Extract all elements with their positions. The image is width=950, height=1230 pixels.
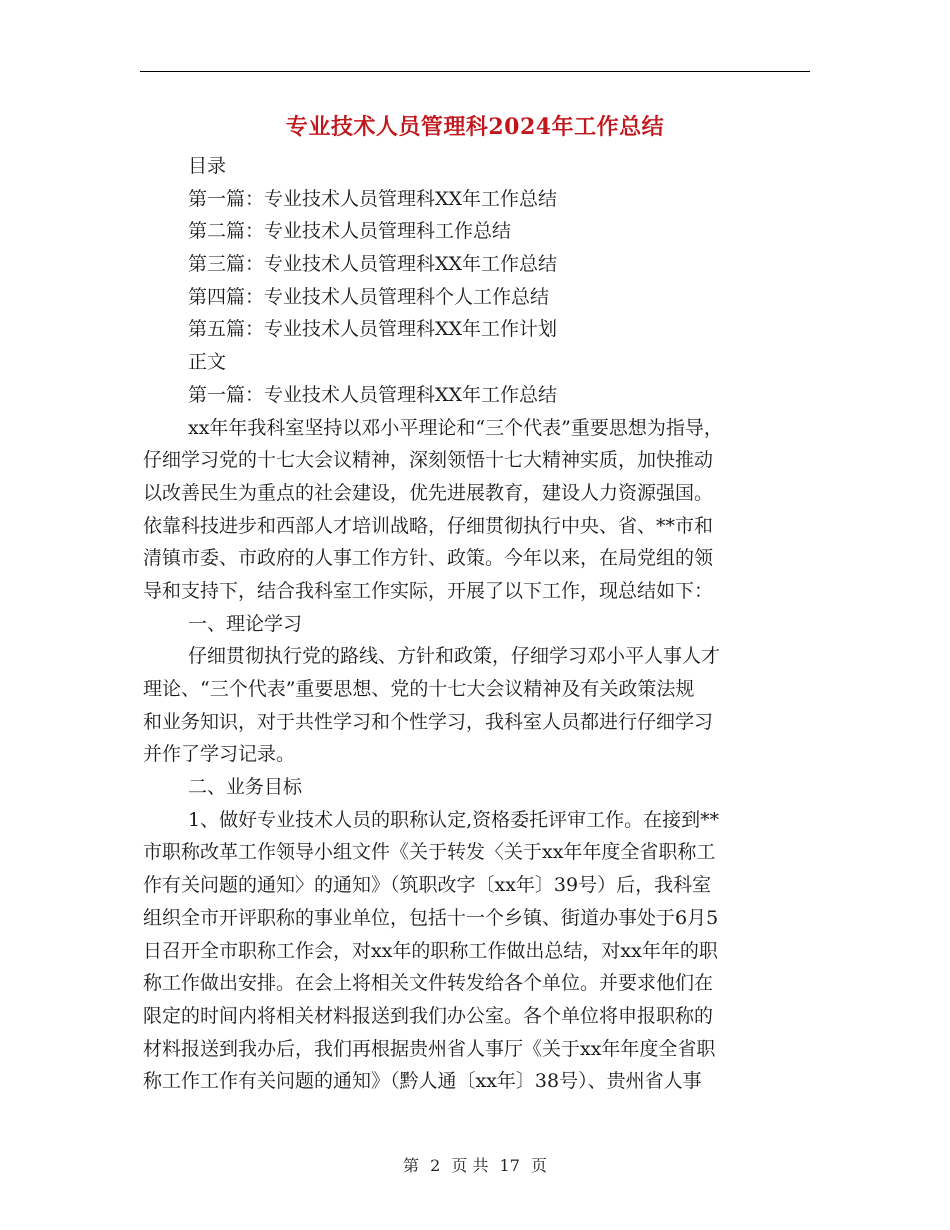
paragraph-line: 导和支持下，结合我科室工作实际，开展了以下工作，现总结如下： — [143, 579, 714, 602]
paragraph-line: 材料报送到我办后，我们再根据贵州省人事厅《关于xx年年度全省职 — [143, 1037, 716, 1060]
paragraph-line: 市职称改革工作领导小组文件《关于转发〈关于xx年年度全省职称工 — [143, 841, 716, 864]
section-heading: 二、业务目标 — [188, 776, 303, 799]
paragraph-line: 清镇市委、市政府的人事工作方针、政策。今年以来，在局党组的领 — [143, 547, 714, 570]
header-rule — [140, 71, 810, 72]
footer-prefix: 第 — [402, 1156, 419, 1175]
page-footer — [0, 1153, 950, 1176]
paragraph-line: 和业务知识，对于共性学习和个性学习，我科室人员都进行仔细学习 — [143, 710, 714, 733]
paragraph-line: 仔细学习党的十七大会议精神，深刻领悟十七大精神实质，加快推动 — [143, 449, 714, 472]
footer-mid: 页 共 — [451, 1156, 489, 1175]
document-title: 专业技术人员管理科2024年工作总结 — [285, 114, 665, 140]
paragraph-line: 依靠科技进步和西部人才培训战略，仔细贯彻执行中央、省、**市和 — [143, 514, 714, 537]
section-heading: 一、理论学习 — [188, 612, 303, 635]
toc-heading: 目录 — [188, 155, 227, 177]
toc-item: 第三篇：专业技术人员管理科XX年工作总结 — [188, 253, 558, 276]
footer-suffix: 页 — [531, 1156, 548, 1175]
page-total: 17 — [499, 1156, 520, 1175]
paragraph-line: 理论、“三个代表”重要思想、党的十七大会议精神及有关政策法规 — [143, 678, 695, 700]
toc-item: 第二篇：专业技术人员管理科工作总结 — [188, 220, 512, 243]
document-body — [143, 150, 813, 1098]
toc-item: 第五篇：专业技术人员管理科XX年工作计划 — [188, 318, 558, 341]
page-number: 2 — [430, 1156, 441, 1175]
paragraph-line: 并作了学习记录。 — [143, 743, 296, 766]
article-title: 第一篇：专业技术人员管理科XX年工作总结 — [188, 383, 558, 406]
toc-item: 第一篇：专业技术人员管理科XX年工作总结 — [188, 187, 558, 210]
paragraph-line: 限定的时间内将相关材料报送到我们办公室。各个单位将申报职称的 — [143, 1004, 714, 1027]
paragraph-line: xx年年我科室坚持以邓小平理论和“三个代表”重要思想为指导， — [188, 416, 723, 439]
paragraph-line: 称工作工作有关问题的通知》（黔人通〔xx年〕38号）、贵州省人事 — [143, 1070, 702, 1093]
paragraph-line: 日召开全市职称工作会，对xx年的职称工作做出总结，对xx年年的职 — [143, 939, 718, 962]
body-heading: 正文 — [188, 351, 227, 374]
paragraph-line: 作有关问题的通知〉的通知》（筑职改字〔xx年〕39号）后，我科室 — [143, 874, 712, 897]
paragraph-line: 1、做好专业技术人员的职称认定,资格委托评审工作。在接到** — [188, 808, 720, 831]
paragraph-line: 仔细贯彻执行党的路线、方针和政策，仔细学习邓小平人事人才 — [188, 645, 721, 668]
toc-item: 第四篇：专业技术人员管理科个人工作总结 — [188, 285, 550, 308]
paragraph-line: 组织全市开评职称的事业单位，包括十一个乡镇、街道办事处于6月5 — [143, 906, 719, 929]
paragraph-line: 称工作做出安排。在会上将相关文件转发给各个单位。并要求他们在 — [143, 972, 714, 995]
paragraph-line: 以改善民生为重点的社会建设，优先进展教育，建设人力资源强国。 — [143, 481, 714, 504]
